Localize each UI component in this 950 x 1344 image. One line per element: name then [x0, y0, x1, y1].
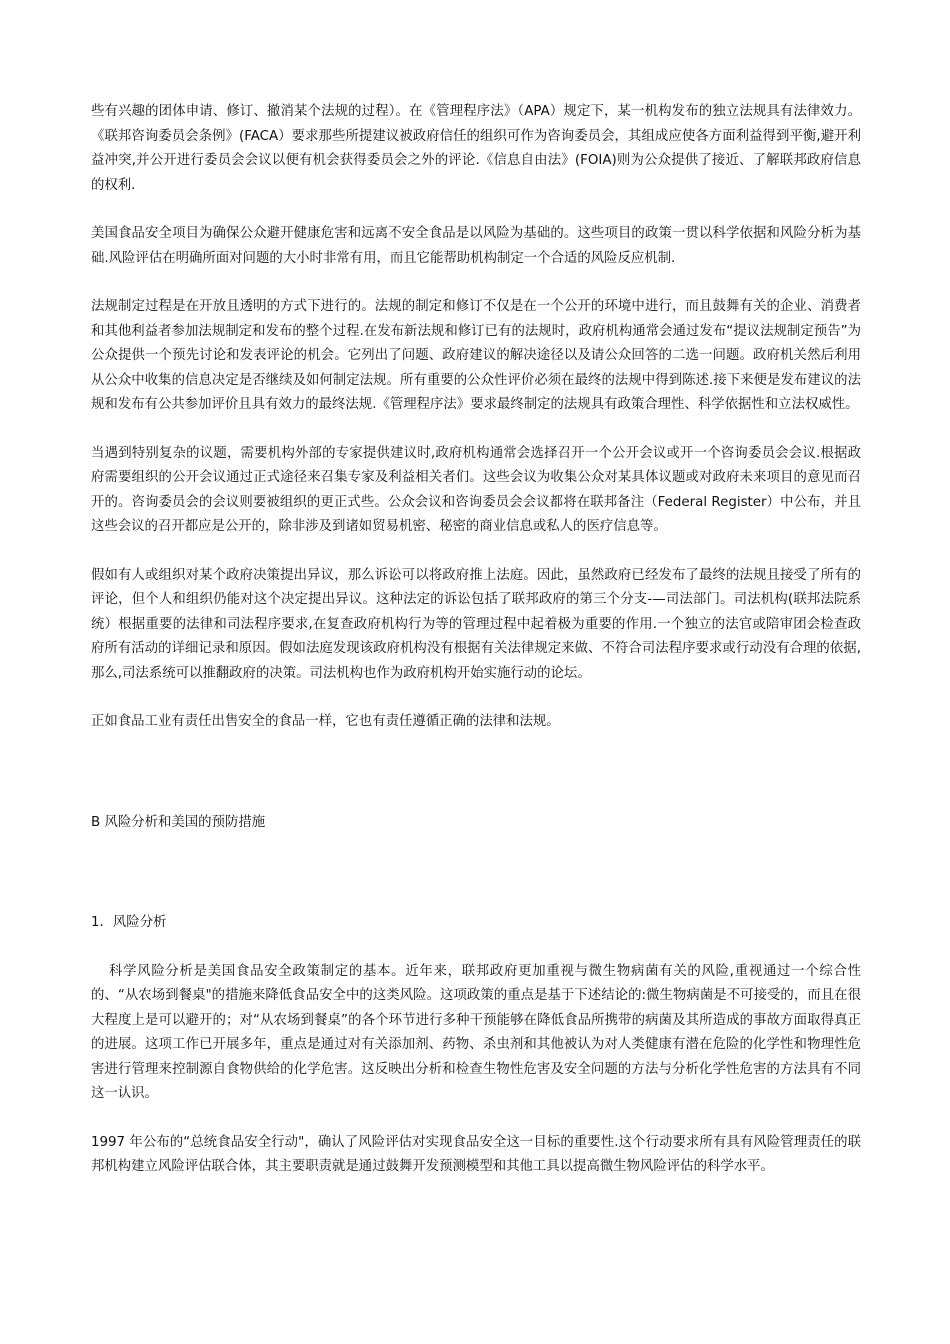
paragraph-industry-responsibility: 正如食品工业有责任出售安全的食品一样，它也有责任遵循正确的法律和法规。 [91, 714, 560, 729]
paragraph-rulemaking-process: 法规制定过程是在开放且透明的方式下进行的。法规的制定和修订不仅是在一个公开的环境中进行，而且鼓舞有关的企业、消费者和其他利益者参加法规制定和发布的整个过程.在发布新法规和修订已有的法规时，政府机构通常会通过发布“提议法规制定预告”为公众提供一个预先讨论和发表评论的机会。它列出了问题、政府建议的解决途径以及请公众回答的二选一问题。政府机关然后利用从公众中收集的信息决定是否继续及如何制定法规。所有重要的公众性评价必须在最终的法规中得到陈述.接下来便是发布建议的法规和发布有公共参加评价且具有效力的最终法规.《管理程序法》要求最终制定的法规具有政策合理性、科学依据性和立法权威性。 [91, 299, 861, 412]
document-body [91, 100, 861, 1180]
paragraph-public-meetings: 当遇到特别复杂的议题，需要机构外部的专家提供建议时,政府机构通常会选择召开一个公开会议或开一个咨询委员会会议.根据政府需要组织的公开会议通过正式途径来召集专家及利益相关者们。这些会议为收集公众对某具体议题或对政府未来项目的意见而召开的。咨询委员会的会议则要被组织的更正式些。公众会议和咨询委员会会议都将在联邦备注（Federal Register）中公布，并且这些会议的召开都应是公开的，除非涉及到诸如贸易机密、秘密的商业信息或私人的医疗信息等。 [91, 445, 861, 534]
section-heading-b: B 风险分析和美国的预防措施 [91, 814, 266, 830]
paragraph-scientific-risk-analysis: 科学风险分析是美国食品安全政策制定的基本。近年来，联邦政府更加重视与微生物病菌有关的风险,重视通过一个综合性的、“从农场到餐桌"的措施来降低食品安全中的这类风险。这项政策的重点是基于下述结论的:微生物病菌是不可接受的，而且在很大程度上是可以避开的；对“从农场到餐桌”的各个环节进行多种干预能够在降低食品所携带的病菌及其所造成的事故方面取得真正的进展。这项工作已开展多年，重点是通过对有关添加剂、药物、杀虫剂和其他被认为对人类健康有潜在危险的化学性和物理性危害进行管理来控制源自食物供给的化学危害。这反映出分析和检查生物性危害及安全问题的方法与分析化学性危害的方法具有不同这一认识。 [91, 963, 861, 1101]
subsection-heading-risk-analysis: 1．风险分析 [91, 915, 167, 930]
paragraph-1997-initiative: 1997 年公布的“总统食品安全行动"，确认了风险评估对实现食品安全这一目标的重要性.这个行动要求所有具有风险管理责任的联邦机构建立风险评估联合体，其主要职责就是通过鼓舞开发预测模型和其他工具以提高微生物风险评估的科学水平。 [91, 1134, 861, 1174]
paragraph-risk-based-programs: 美国食品安全项目为确保公众避开健康危害和远离不安全食品是以风险为基础的。这些项目的政策一贯以科学依据和风险分析为基础.风险评估在明确所面对问题的大小时非常有用，而且它能帮助机构制定一个合适的风险反应机制. [91, 226, 861, 266]
paragraph-judicial-review: 假如有人或组织对某个政府决策提出异议，那么诉讼可以将政府推上法庭。因此，虽然政府已经发布了最终的法规且接受了所有的评论，但个人和组织仍能对这个决定提出异议。这种法定的诉讼包括了联邦政府的第三个分支-—司法部门。司法机构(联邦法院系统）根据重要的法律和司法程序要求,在复查政府机构行为等的管理过程中起着极为重要的作用.一个独立的法官或陪审团会检查政府所有活动的详细记录和原因。假如法庭发现该政府机构没有根据有关法律规定来做、不符合司法程序要求或行动没有合理的依据,那么,司法系统可以推翻政府的决策。司法机构也作为政府机构开始实施行动的论坛。 [91, 567, 861, 681]
paragraph-apa-faca-foia: 些有兴趣的团体申请、修订、撤消某个法规的过程）。在《管理程序法》（APA）规定下，某一机构发布的独立法规具有法律效力。《联邦咨询委员会条例》(FACA）要求那些所提建议被政府信任的组织可作为咨询委员会，其组成应使各方面利益得到平衡,避开利益冲突,并公开进行委员会会议以便有机会获得委员会之外的评论.《信息自由法》(FOIA)则为公众提供了接近、了解联邦政府信息的权利. [91, 104, 861, 193]
